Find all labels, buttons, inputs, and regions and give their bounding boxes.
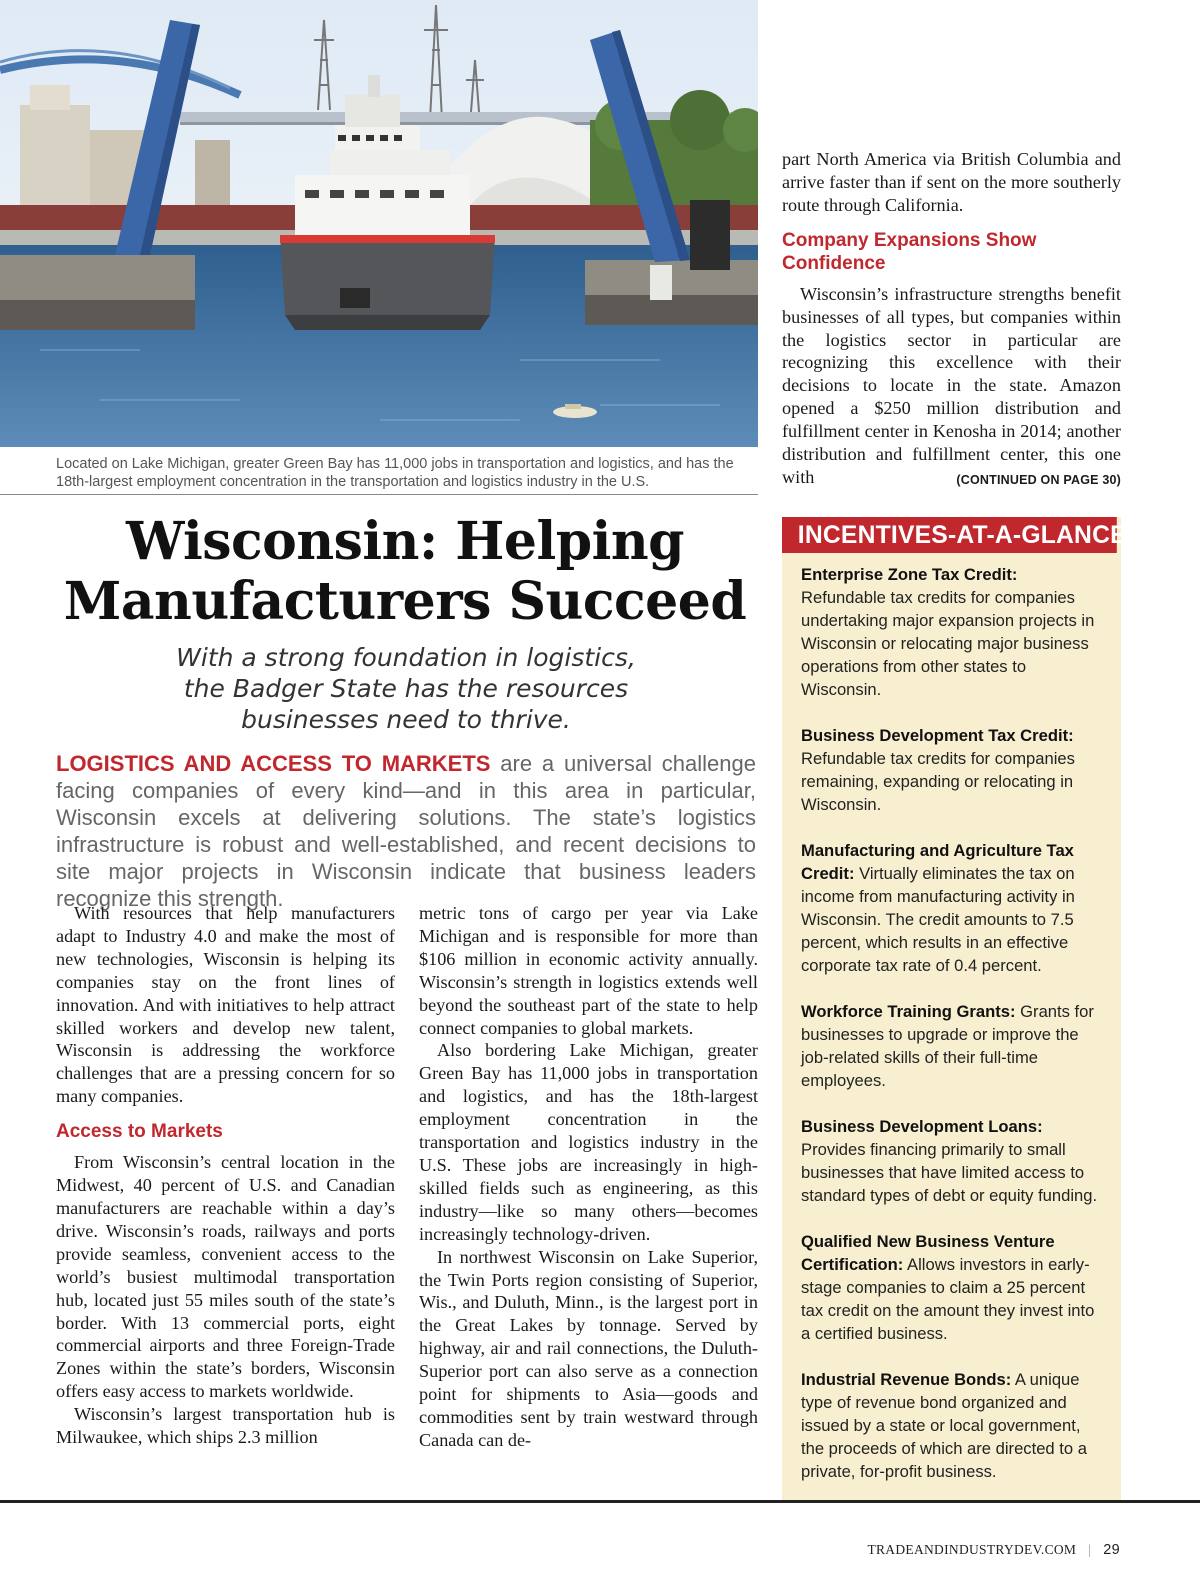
lede-text: are a universal challenge facing companies of every kind—and in this area in particular, Wisconsin excels at delivering solutions. The state’s logistics infrastructure is robust and well-established, and recent decisions to site major projects in Wisconsin indicate that business leaders recognize this strength. (56, 751, 756, 911)
body-paragraph: metric tons of cargo per year via Lake Michigan and is responsible for more than $106 million in economic activity annually. Wisconsin’s strength in logistics extends well beyond the southeast part of the state to help connect companies to global markets. (419, 903, 758, 1038)
body-paragraph: With resources that help manufacturers adapt to Industry 4.0 and make the most of new technologies, Wisconsin is helping its companies stay on the front lines of innovation. And with initiatives to help attract skilled workers and develop new talent, Wisconsin is addressing the workforce challenges that are a pressing concern for so many companies. (56, 903, 395, 1107)
body-paragraph: From Wisconsin’s central location in the Midwest, 40 percent of U.S. and Canadian manufacturers are reachable within a day’s drive. Wisconsin’s roads, railways and ports provide seamless, convenient access to the world’s busiest multimodal transportation hub, located just 55 miles south of the state’s border. With 13 commercial ports, eight commercial airports and three Foreign-Trade Zones within the state’s borders, Wisconsin offers easy access to markets worldwide. (56, 1152, 395, 1402)
title-line-2: Manufacturers Succeed (63, 571, 747, 632)
incentives-sidebar (782, 517, 1127, 1502)
article-title (40, 512, 770, 632)
incentive-text: Refundable tax credits for companies remaining, expanding or relocating in Wisconsin. (801, 749, 1075, 814)
incentive-item (801, 839, 1101, 977)
body-paragraph (782, 283, 1121, 489)
incentive-text: Grants for businesses to upgrade or improve the job-related skills of their full-time employees. (801, 1002, 1094, 1090)
incentive-title: Qualified New Business Venture Certification: (801, 1232, 1055, 1274)
continued-on-page-link[interactable]: (CONTINUED ON PAGE 30) (956, 472, 1121, 487)
body-column-1 (56, 902, 395, 1449)
footer-site-link[interactable]: TRADEANDINDUSTRYDEV.COM (867, 1542, 1077, 1557)
incentive-item (801, 1230, 1101, 1345)
incentive-text: Virtually eliminates the tax on income from manufacturing activity in Wisconsin. The credit amounts to 7.5 percent, which results in an effective corporate tax rate of 0.4 percent. (801, 864, 1075, 975)
incentive-item (801, 1368, 1101, 1483)
incentive-text: A unique type of revenue bond organized and issued by a state or local government, the proceeds of which are directed to a private, for-profit business. (801, 1370, 1087, 1481)
photo-caption: Located on Lake Michigan, greater Green Bay has 11,000 jobs in transportation and logistics, and has the 18th-largest employment concentration in the transportation and logistics industry in the U.S. (56, 456, 734, 490)
harbor-photo (0, 0, 758, 447)
incentive-item (801, 724, 1101, 816)
body-paragraph: Also bordering Lake Michigan, greater Green Bay has 11,000 jobs in transportation and logistics, and has the 18th-largest employment concentration in the transportation and logistics industry in the U.S. These jobs are increasingly in high-skilled fields such as engineering, as this industry—like so many others—becomes increasingly technology-driven. (419, 1040, 758, 1244)
subtitle-line-2: the Badger State has the resources (183, 674, 629, 703)
subtitle-line-3: businesses need to thrive. (241, 705, 571, 734)
lede-lead-in: LOGISTICS AND ACCESS TO MARKETS (56, 751, 491, 776)
page-footer (867, 1542, 1120, 1558)
section-heading-company-expansions: Company Expansions Show Confidence (782, 229, 1037, 274)
body-paragraph: Wisconsin’s largest transportation hub is Milwaukee, which ships 2.3 million (56, 1404, 395, 1448)
incentive-title: Industrial Revenue Bonds: (801, 1370, 1012, 1389)
article-lede (56, 750, 756, 912)
body-paragraph: part North America via British Columbia and arrive faster than if sent on the more southerly route through California. (782, 149, 1121, 215)
incentive-title: Enterprise Zone Tax Credit: (801, 565, 1018, 584)
footer-separator: | (1088, 1542, 1092, 1557)
incentive-title: Workforce Training Grants: (801, 1002, 1016, 1021)
incentive-item (801, 1000, 1101, 1092)
sidebar-heading: INCENTIVES-AT-A-GLANCE (782, 517, 1117, 553)
page-number: 29 (1103, 1542, 1120, 1558)
incentive-title: Manufacturing and Agriculture Tax Credit: (801, 841, 1074, 883)
incentive-title: Business Development Tax Credit: (801, 726, 1074, 745)
footer-rule (0, 1500, 1200, 1503)
incentive-title: Business Development Loans: (801, 1117, 1043, 1136)
harbor-photo-illustration (0, 0, 758, 447)
body-column-3 (782, 148, 1121, 492)
article-subtitle (56, 642, 756, 735)
body-paragraph: In northwest Wisconsin on Lake Superior, the Twin Ports region consisting of Superior, Wis., and Duluth, Minn., is the largest port in the Great Lakes by tonnage. Served by highway, air and rail connections, the Duluth-Superior port can also serve as a connection point for shipments to Asia—goods and commodities sent by train westward through Canada can de- (419, 1246, 758, 1450)
incentive-text: Refundable tax credits for companies undertaking major expansion projects in Wisconsin or relocating major business operations from other states to Wisconsin. (801, 588, 1095, 699)
title-line-1: Wisconsin: Helping (125, 511, 685, 572)
incentive-item (801, 1115, 1101, 1207)
subtitle-line-1: With a strong foundation in logistics, (176, 643, 636, 672)
incentive-item (801, 563, 1101, 701)
incentive-text: Provides financing primarily to small businesses that have limited access to standard types of debt or equity funding. (801, 1140, 1098, 1205)
body-paragraph-text: Wisconsin’s infrastructure strengths benefit businesses of all types, but companies within the logistics sector in particular are recognizing this excellence with their decisions to locate in the state. Amazon opened a $250 million distribution and fulfillment center in Kenosha in 2014; another distribution and fulfillment center, this one with (782, 283, 1121, 487)
section-heading-access-to-markets: Access to Markets (56, 1121, 223, 1143)
sidebar-body (782, 553, 1121, 1483)
body-column-2 (419, 902, 758, 1452)
caption-divider (0, 494, 758, 495)
incentive-text: Allows investors in early-stage companies to claim a 25 percent tax credit on the amount they invest into a certified business. (801, 1255, 1095, 1343)
